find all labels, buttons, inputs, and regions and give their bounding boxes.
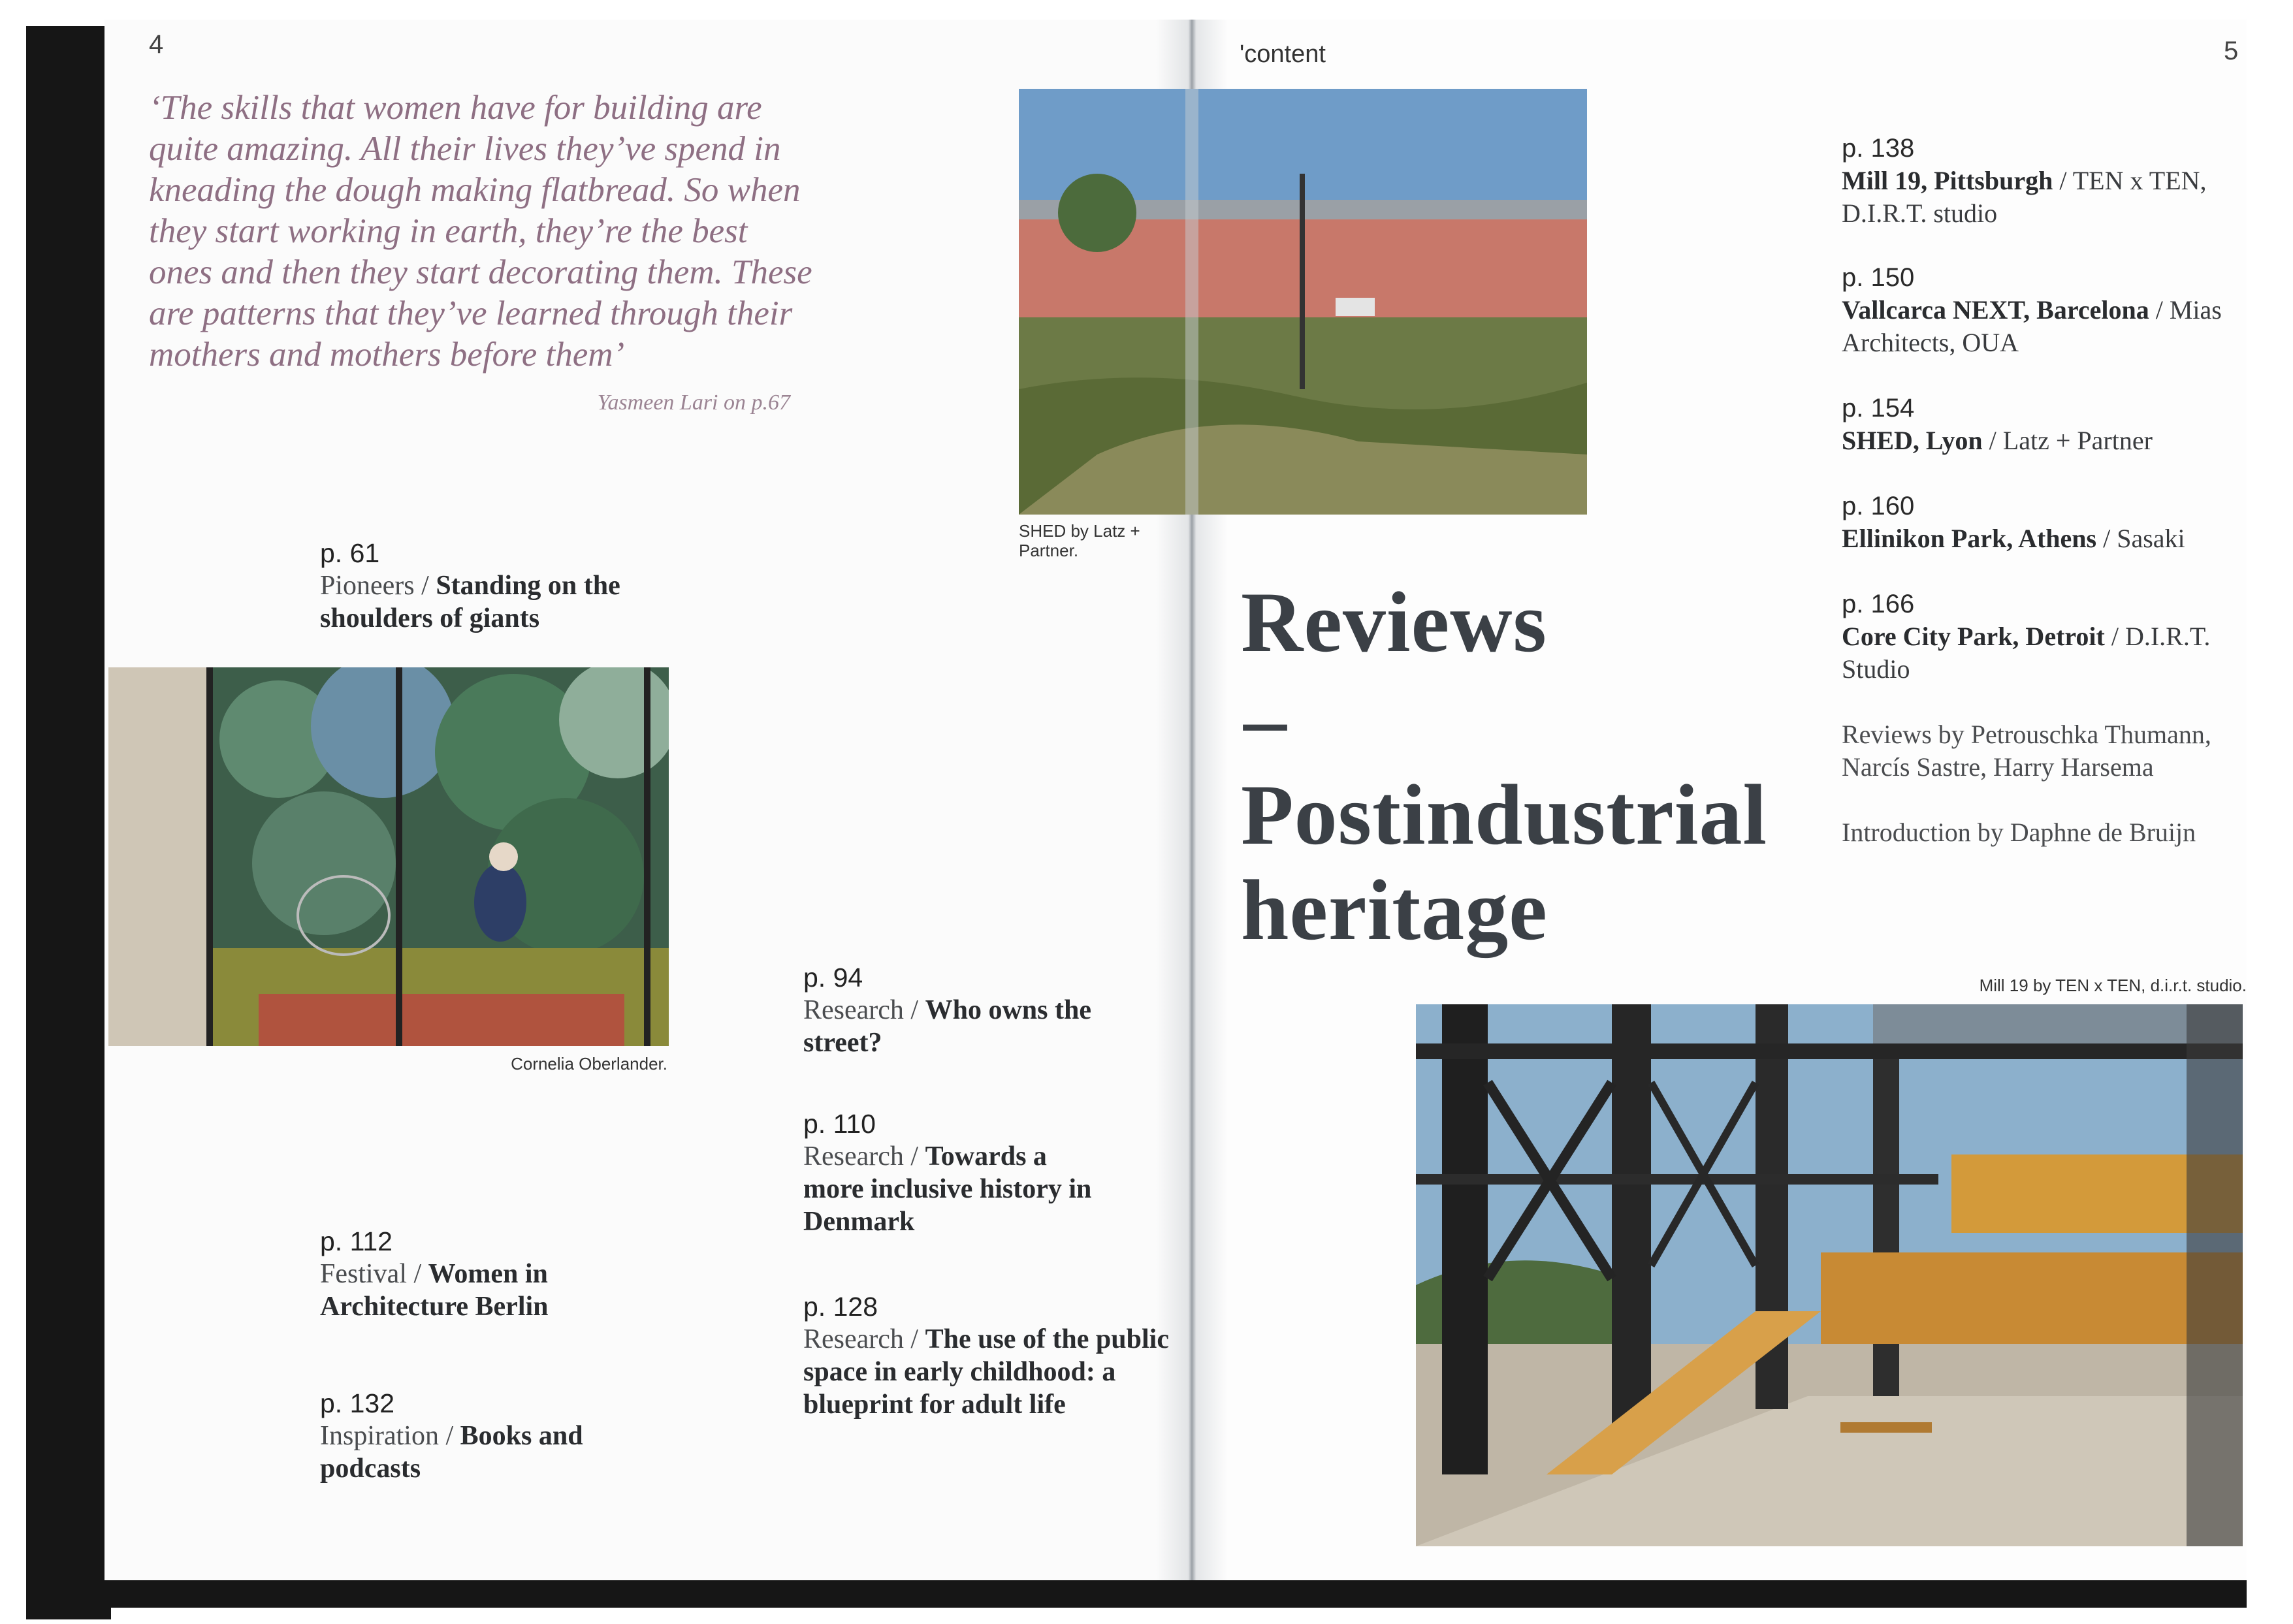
review-page-number: p. 154: [1842, 394, 1915, 422]
review-credit: / D.I.R.T. Studio: [1842, 622, 2211, 684]
toc-entry-p132[interactable]: [320, 1387, 647, 1485]
pull-quote: ‘The skills that women have for building are quite amazing. All their lives they’ve spend in kneading the dough making flatbread. So when they start working in earth, they’re the best ones and then they start decorating them. These are patterns that they’ve learned through their mothers and mothers before them’: [149, 89, 812, 374]
toc-category: Research /: [803, 1324, 919, 1354]
review-page-number: p. 160: [1842, 492, 1915, 520]
toc-title: Books and podcasts: [320, 1421, 583, 1484]
toc-category: Festival /: [320, 1259, 422, 1289]
review-title: Core City Park, Detroit: [1842, 622, 2105, 651]
toc-category: Research /: [803, 1141, 919, 1171]
photo-caption-mill19: Mill 19 by TEN x TEN, d.i.r.t. studio.: [1979, 976, 2247, 995]
review-title: SHED, Lyon: [1842, 426, 1983, 455]
toc-page-number: p. 94: [803, 963, 863, 993]
page-number-left: 4: [149, 30, 164, 59]
review-entry-p160[interactable]: [1842, 490, 2234, 555]
toc-entry-p112[interactable]: [320, 1225, 647, 1323]
reviews-by: Reviews by Petrouschka Thumann, Narcís Sastre, Harry Harsema: [1842, 720, 2211, 782]
review-title: Mill 19, Pittsburgh: [1842, 166, 2053, 195]
review-entry-p166[interactable]: [1842, 588, 2234, 686]
toc-title: Standing on the shoulders of giants: [320, 571, 620, 633]
review-page-number: p. 150: [1842, 263, 1915, 292]
review-credit: / Mias Architects, OUA: [1842, 295, 2222, 357]
scan-border-bottom: [26, 1580, 2247, 1608]
toc-entry-p94[interactable]: [803, 961, 1110, 1059]
section-title-reviews: Reviews: [1241, 574, 1547, 670]
review-title: Ellinikon Park, Athens: [1842, 524, 2097, 553]
review-entry-p138[interactable]: [1842, 132, 2234, 230]
toc-page-number: p. 110: [803, 1109, 876, 1139]
review-entry-p150[interactable]: [1842, 261, 2234, 359]
scan-border-left: [26, 26, 111, 1619]
toc-category: Pioneers /: [320, 571, 429, 601]
quote-attribution: Yasmeen Lari on p.67: [597, 390, 790, 415]
review-page-number: p. 138: [1842, 134, 1915, 163]
photo-cornelia-oberlander: [108, 667, 669, 1046]
toc-page-number: p. 132: [320, 1388, 394, 1418]
review-credit: / TEN x TEN, D.I.R.T. studio: [1842, 166, 2207, 228]
toc-page-number: p. 128: [803, 1292, 878, 1322]
toc-entry-p61[interactable]: [320, 537, 647, 635]
section-title-postindustrial: Postindustrial heritage: [1241, 767, 1768, 958]
toc-title: Who owns the street?: [803, 995, 1091, 1058]
photo-mill-19: [1416, 1004, 2243, 1546]
toc-title: Towards a more inclusive history in Denmark: [803, 1141, 1092, 1237]
toc-title: Women in Architecture Berlin: [320, 1259, 549, 1322]
toc-category: Research /: [803, 995, 919, 1025]
photo-shed-lyon: [1019, 89, 1587, 515]
toc-category: Inspiration /: [320, 1421, 454, 1451]
page-number-right: 5: [2224, 37, 2239, 65]
toc-page-number: p. 112: [320, 1226, 393, 1256]
toc-page-number: p. 61: [320, 538, 380, 568]
photo-caption-shed: SHED by Latz + Partner.: [1019, 521, 1140, 560]
toc-entry-p110[interactable]: [803, 1107, 1110, 1238]
review-entry-p154[interactable]: [1842, 392, 2234, 457]
review-title: Vallcarca NEXT, Barcelona: [1842, 295, 2149, 325]
toc-title: The use of the public space in early childhood: a blueprint for adult life: [803, 1324, 1169, 1420]
toc-entry-p128[interactable]: [803, 1290, 1182, 1421]
introduction-by: Introduction by Daphne de Bruijn: [1842, 818, 2196, 847]
section-header-label: 'content: [1240, 40, 1326, 68]
section-title-dash: –: [1243, 671, 1287, 767]
review-page-number: p. 166: [1842, 590, 1915, 618]
review-credit: / Latz + Partner: [1982, 426, 2153, 455]
review-credit: / Sasaki: [2096, 524, 2185, 553]
photo-caption-cornelia: Cornelia Oberlander.: [511, 1054, 667, 1074]
